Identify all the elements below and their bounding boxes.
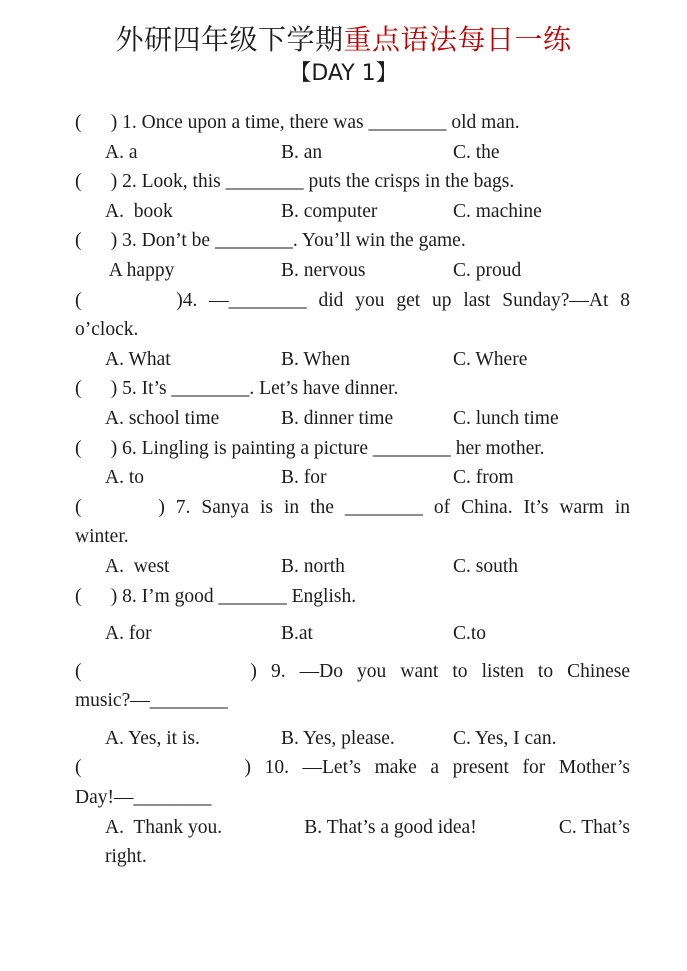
question-line: winter. <box>75 526 129 548</box>
question-line: o’clock. <box>75 319 139 341</box>
options-row <box>75 345 630 375</box>
option-cell: C. Where <box>453 348 528 370</box>
question-line: ( ) 9. —Do you want to listen to Chinese <box>75 660 630 682</box>
question-line: ( ) 10. —Let’s make a present for Mother’s <box>75 757 630 779</box>
option-cell: B. nervous <box>281 259 366 281</box>
option-cell: C. from <box>453 467 514 489</box>
option-cell: B. That’s a good idea! <box>304 816 477 838</box>
option-cell: A happy <box>105 259 175 281</box>
option-cell: C. proud <box>453 259 522 281</box>
question-line: right. <box>105 846 147 868</box>
options-row <box>75 463 630 493</box>
option-cell: B. for <box>281 467 327 489</box>
option-cell: C. south <box>453 555 519 577</box>
question-line: ( ) 8. I’m good _______ English. <box>75 585 357 607</box>
option-cell: A. book <box>105 200 173 222</box>
option-cell: B. north <box>281 555 345 577</box>
title-red-segment: 重点语法每日一练 <box>343 23 572 56</box>
option-cell: B. dinner time <box>281 407 394 429</box>
option-cell: C. That’s <box>558 816 630 838</box>
page-title <box>0 22 687 58</box>
options-row <box>75 138 630 168</box>
option-cell: B. When <box>281 348 350 370</box>
option-cell: B.at <box>281 623 313 645</box>
question-line: ( ) 6. Lingling is painting a picture ________ her mother. <box>75 437 545 459</box>
option-cell: B. computer <box>281 200 378 222</box>
option-cell: C. Yes, I can. <box>453 727 557 749</box>
option-cell: C.to <box>453 623 487 645</box>
option-cell: A. Yes, it is. <box>105 727 200 749</box>
option-cell: B. Yes, please. <box>281 727 395 749</box>
options-row <box>75 404 630 434</box>
question-line: ( ) 3. Don’t be ________. You’ll win the game. <box>75 230 466 252</box>
option-cell: A. to <box>105 467 144 489</box>
option-cell: A. school time <box>105 407 220 429</box>
day-label: 【DAY 1】 <box>289 61 398 86</box>
options-row <box>75 552 630 582</box>
title-black-segment: 外研四年级下学期 <box>115 23 344 56</box>
question-line: ( ) 5. It’s ________. Let’s have dinner. <box>75 378 399 400</box>
option-cell: A. What <box>105 348 171 370</box>
options-row <box>75 256 630 286</box>
option-cell: C. the <box>453 141 500 163</box>
question-line: music?—________ <box>75 690 228 712</box>
worksheet-body <box>0 89 687 872</box>
options-row <box>75 619 630 649</box>
question-line: Day!—________ <box>75 787 212 809</box>
options-row <box>75 197 630 227</box>
question-line: ( ) 1. Once upon a time, there was ________ old man. <box>75 112 520 133</box>
option-cell: A. a <box>105 141 138 163</box>
option-cell: B. an <box>281 141 323 163</box>
option-cell: A. west <box>105 555 170 577</box>
question-line: ( )4. —________ did you get up last Sunday?—At 8 <box>75 289 630 311</box>
options-row <box>75 813 630 843</box>
option-cell: C. machine <box>453 200 542 222</box>
question-line: ( ) 2. Look, this ________ puts the crisps in the bags. <box>75 171 515 193</box>
question-line: ( ) 7. Sanya is in the ________ of China. It’s warm in <box>75 496 630 518</box>
option-cell: C. lunch time <box>453 407 559 429</box>
option-cell: A. Thank you. <box>105 816 223 838</box>
options-row <box>75 724 630 754</box>
worksheet-header <box>0 0 687 89</box>
option-cell: A. for <box>105 623 152 645</box>
